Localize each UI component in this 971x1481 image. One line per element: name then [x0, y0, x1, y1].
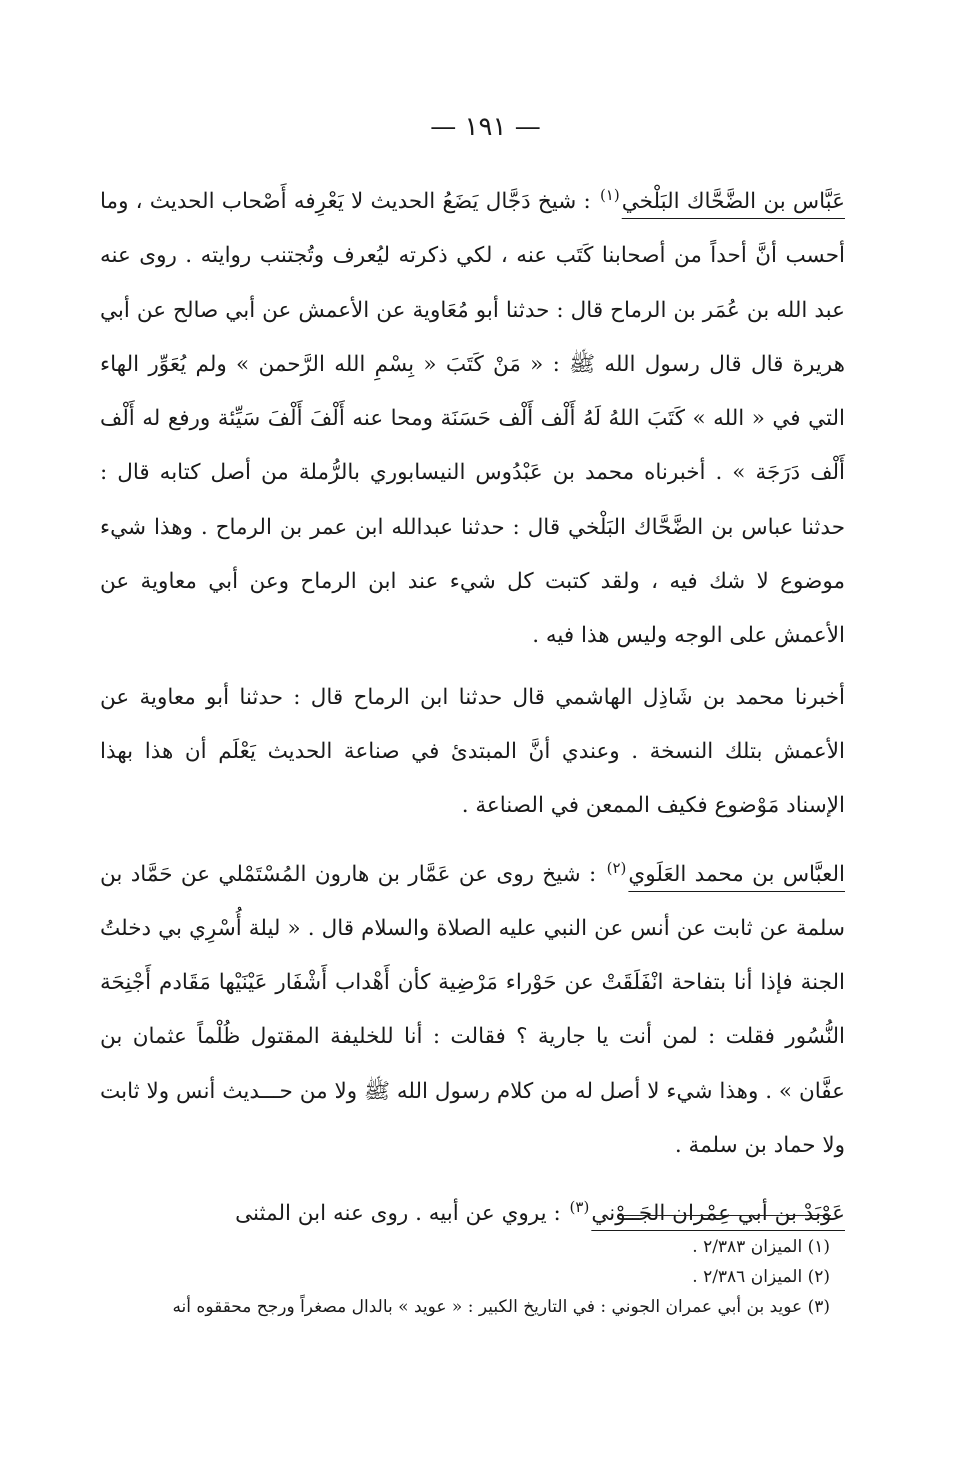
page-number: — ١٩١ — [430, 112, 541, 142]
footnote-2: (٢) الميزان ٢/٣٨٦ . [692, 1267, 830, 1287]
entry-abbas-ibn-muhammad-al-alawi [100, 841, 845, 1174]
footnote-1: (١) الميزان ٢/٣٨٣ . [692, 1237, 830, 1257]
entry-paragraph-continued [100, 671, 845, 834]
entry-name: عَوْبَدْ بن أبي عِمْران الجَــوْني [591, 1201, 845, 1227]
footnote-ref: (١) [599, 186, 620, 204]
entry-text: : يروي عن أبيه . روى عنه ابن المثنى [235, 1201, 568, 1227]
footnote-separator [619, 1215, 831, 1216]
entry-text: أخبرنا محمد بن شَاذِل الهاشمي قال حدثنا ابن الرماح قال : حدثنا أبو معاوية عن الأعمش بتلك النسخة . وعندي أنَّ المبتدئ في صناعة الحديث يَعْلَم أن هذا بهذا الإسناد مَوْضوع فكيف الممعن في الصناعة . [100, 684, 845, 819]
entry-abbas-ibn-al-dahhak [100, 168, 845, 664]
footnotes [90, 1232, 830, 1322]
entry-name: العبَّاس بن محمد العَلَوي [628, 861, 845, 887]
footnote-ref: (٣) [569, 1198, 590, 1217]
entry-text: : شيخ دَجَّال يَضَعُ الحديث لا يَعْرِفه أَصْحاب الحديث ، وما أحسب أنَّ أحداً من أصحابنا كَتَب عنه ، لكي ذكرته ليُعرف وتُجتنب روايته . روى عنه عبد الله بن عُمَر بن الرماح قال : حدثنا أبو مُعَاوية عن الأعمش عن أبي صالح عن أبي هريرة قال قال رسول الله ﷺ : « مَنْ كَتَبَ « بِسْمِ الله الرَّحمن » ولم يُعَوِّر الهاء التي في « الله » كَتَبَ اللهُ لَهُ أَلْف أَلْف حَسَنَة ومحا عنه أَلْفَ أَلْفَ سَيِّئة ورفع له أَلْف أَلْف دَرَجَة » . أخبرناه محمد بن عَبْدُوس النيسابوري بالرُّملة من أصل كتابه قال : حدثنا عباس بن الضَّحَّاك البَلْخي قال : حدثنا عبدالله ابن عمر بن الرماح . وهذا شيء موضوع لا شك فيه ، ولقد كتبت كل شيء عند ابن الرماح وعن أبي معاوية عن الأعمش على الوجه وليس هذا فيه . [100, 189, 845, 649]
footnote-ref: (٢) [606, 858, 627, 877]
entry-text: : شيخ روى عن عَمَّار بن هارون المُسْتَمْلي عن حَمَّاد بن سلمة عن ثابت عن أنس عن النبي عليه الصلاة والسلام قال . « ليلة أُسْرِي بي دخلتُ الجنة فإذا أنا بتفاحة انْفَلَقَتْ عن حَوْراء مَرْضِية كأن أَهْداب أَشْفَار عَيْنَيْها مَقَادم أَجْنِحَة النُّسُور فقلت : لمن أنت يا جارية ؟ فقالت : أنا للخليفة المقتول ظُلْماً عثمان بن عفَّان » . وهذا شيء لا أصل له من كلام رسول الله ﷺ ولا من حـــديث أنس ولا ثابت ولا حماد بن سلمة . [100, 861, 845, 1159]
main-text [100, 168, 845, 1249]
entry-name: عَبَّاس بن الضَّحَّاك البَلْخي [621, 189, 845, 214]
footnote-3: (٣) عويد بن أبي عمران الجوني : في التاريخ الكبير : « عويد » بالدال مصغراً ورجح محققوه أنه [172, 1297, 830, 1317]
